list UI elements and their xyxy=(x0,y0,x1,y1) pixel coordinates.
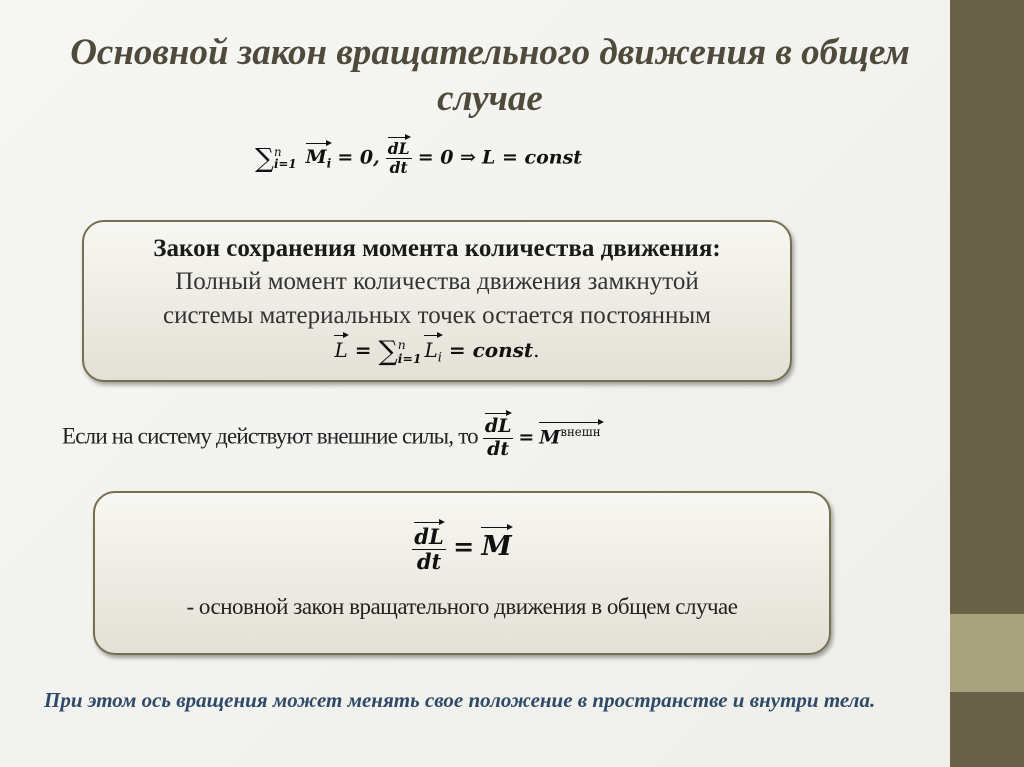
fraction-numerator: dL xyxy=(387,139,410,158)
total-L-symbol: L xyxy=(334,338,348,362)
external-superscript: внешн xyxy=(560,425,601,440)
moment-index: i xyxy=(326,155,332,171)
eq-sum-lower: i=1 xyxy=(397,350,422,366)
general-law-box xyxy=(93,491,831,655)
conservation-law-box xyxy=(82,220,792,382)
rotation-axis-note: При этом ось вращения может менять свое положение в пространстве и внутри тела. xyxy=(44,688,876,712)
general-moment-symbol: M xyxy=(481,530,512,563)
conservation-law-line-1: Полный момент количества движения замкнутой xyxy=(175,268,699,295)
sum-upper-limit: n xyxy=(274,145,282,160)
Li-index: i xyxy=(437,350,442,366)
fraction-dL-dt xyxy=(386,140,412,177)
general-law-formula xyxy=(95,525,829,574)
slide-title: Основной закон вращательного движения в общем случае xyxy=(70,32,910,119)
conservation-law-formula: L = ∑ n i=1 $L_i$ = const. xyxy=(334,336,540,367)
external-fraction-num: dL xyxy=(484,415,512,437)
external-fraction xyxy=(483,416,514,461)
general-law-description: - основной закон вращательного движения в общем случае xyxy=(186,594,738,619)
eq-equals: = xyxy=(347,338,379,362)
sum-lower-limit: i=1 xyxy=(274,157,297,172)
formula-conservation-condition: ∑ n i=1 $M_i = 0$, $\frac{dL}{dt}$ = 0 ⇒ L = const xyxy=(255,139,583,177)
general-equals: = xyxy=(453,531,475,562)
general-fraction xyxy=(412,525,445,574)
eq-sum-upper: n xyxy=(397,337,406,353)
external-moment-symbol: M xyxy=(539,426,561,449)
external-fraction-den: dt xyxy=(487,437,510,460)
eq-period: . xyxy=(533,338,540,362)
equals-zero-text: = 0, xyxy=(337,146,380,169)
general-fraction-num: dL xyxy=(414,524,444,549)
eq-const: = const xyxy=(441,338,534,362)
L-const-text: L = const xyxy=(482,146,583,169)
moment-symbol: M xyxy=(305,146,327,169)
fraction-denominator: dt xyxy=(389,157,408,177)
external-equals: = xyxy=(518,426,535,449)
conservation-law-line-2: системы материальных точек остается постоянным xyxy=(163,302,711,329)
external-forces-text: Если на систему действуют внешние силы, то xyxy=(62,423,478,449)
sidebar-light-stripe xyxy=(950,614,1024,692)
equals-zero-implies-text: = 0 ⇒ xyxy=(417,146,476,169)
external-forces-line xyxy=(62,416,603,461)
conservation-law-heading: Закон сохранения момента количества движения: xyxy=(153,235,721,262)
general-fraction-den: dt xyxy=(416,549,442,575)
Li-symbol: L xyxy=(424,338,438,362)
